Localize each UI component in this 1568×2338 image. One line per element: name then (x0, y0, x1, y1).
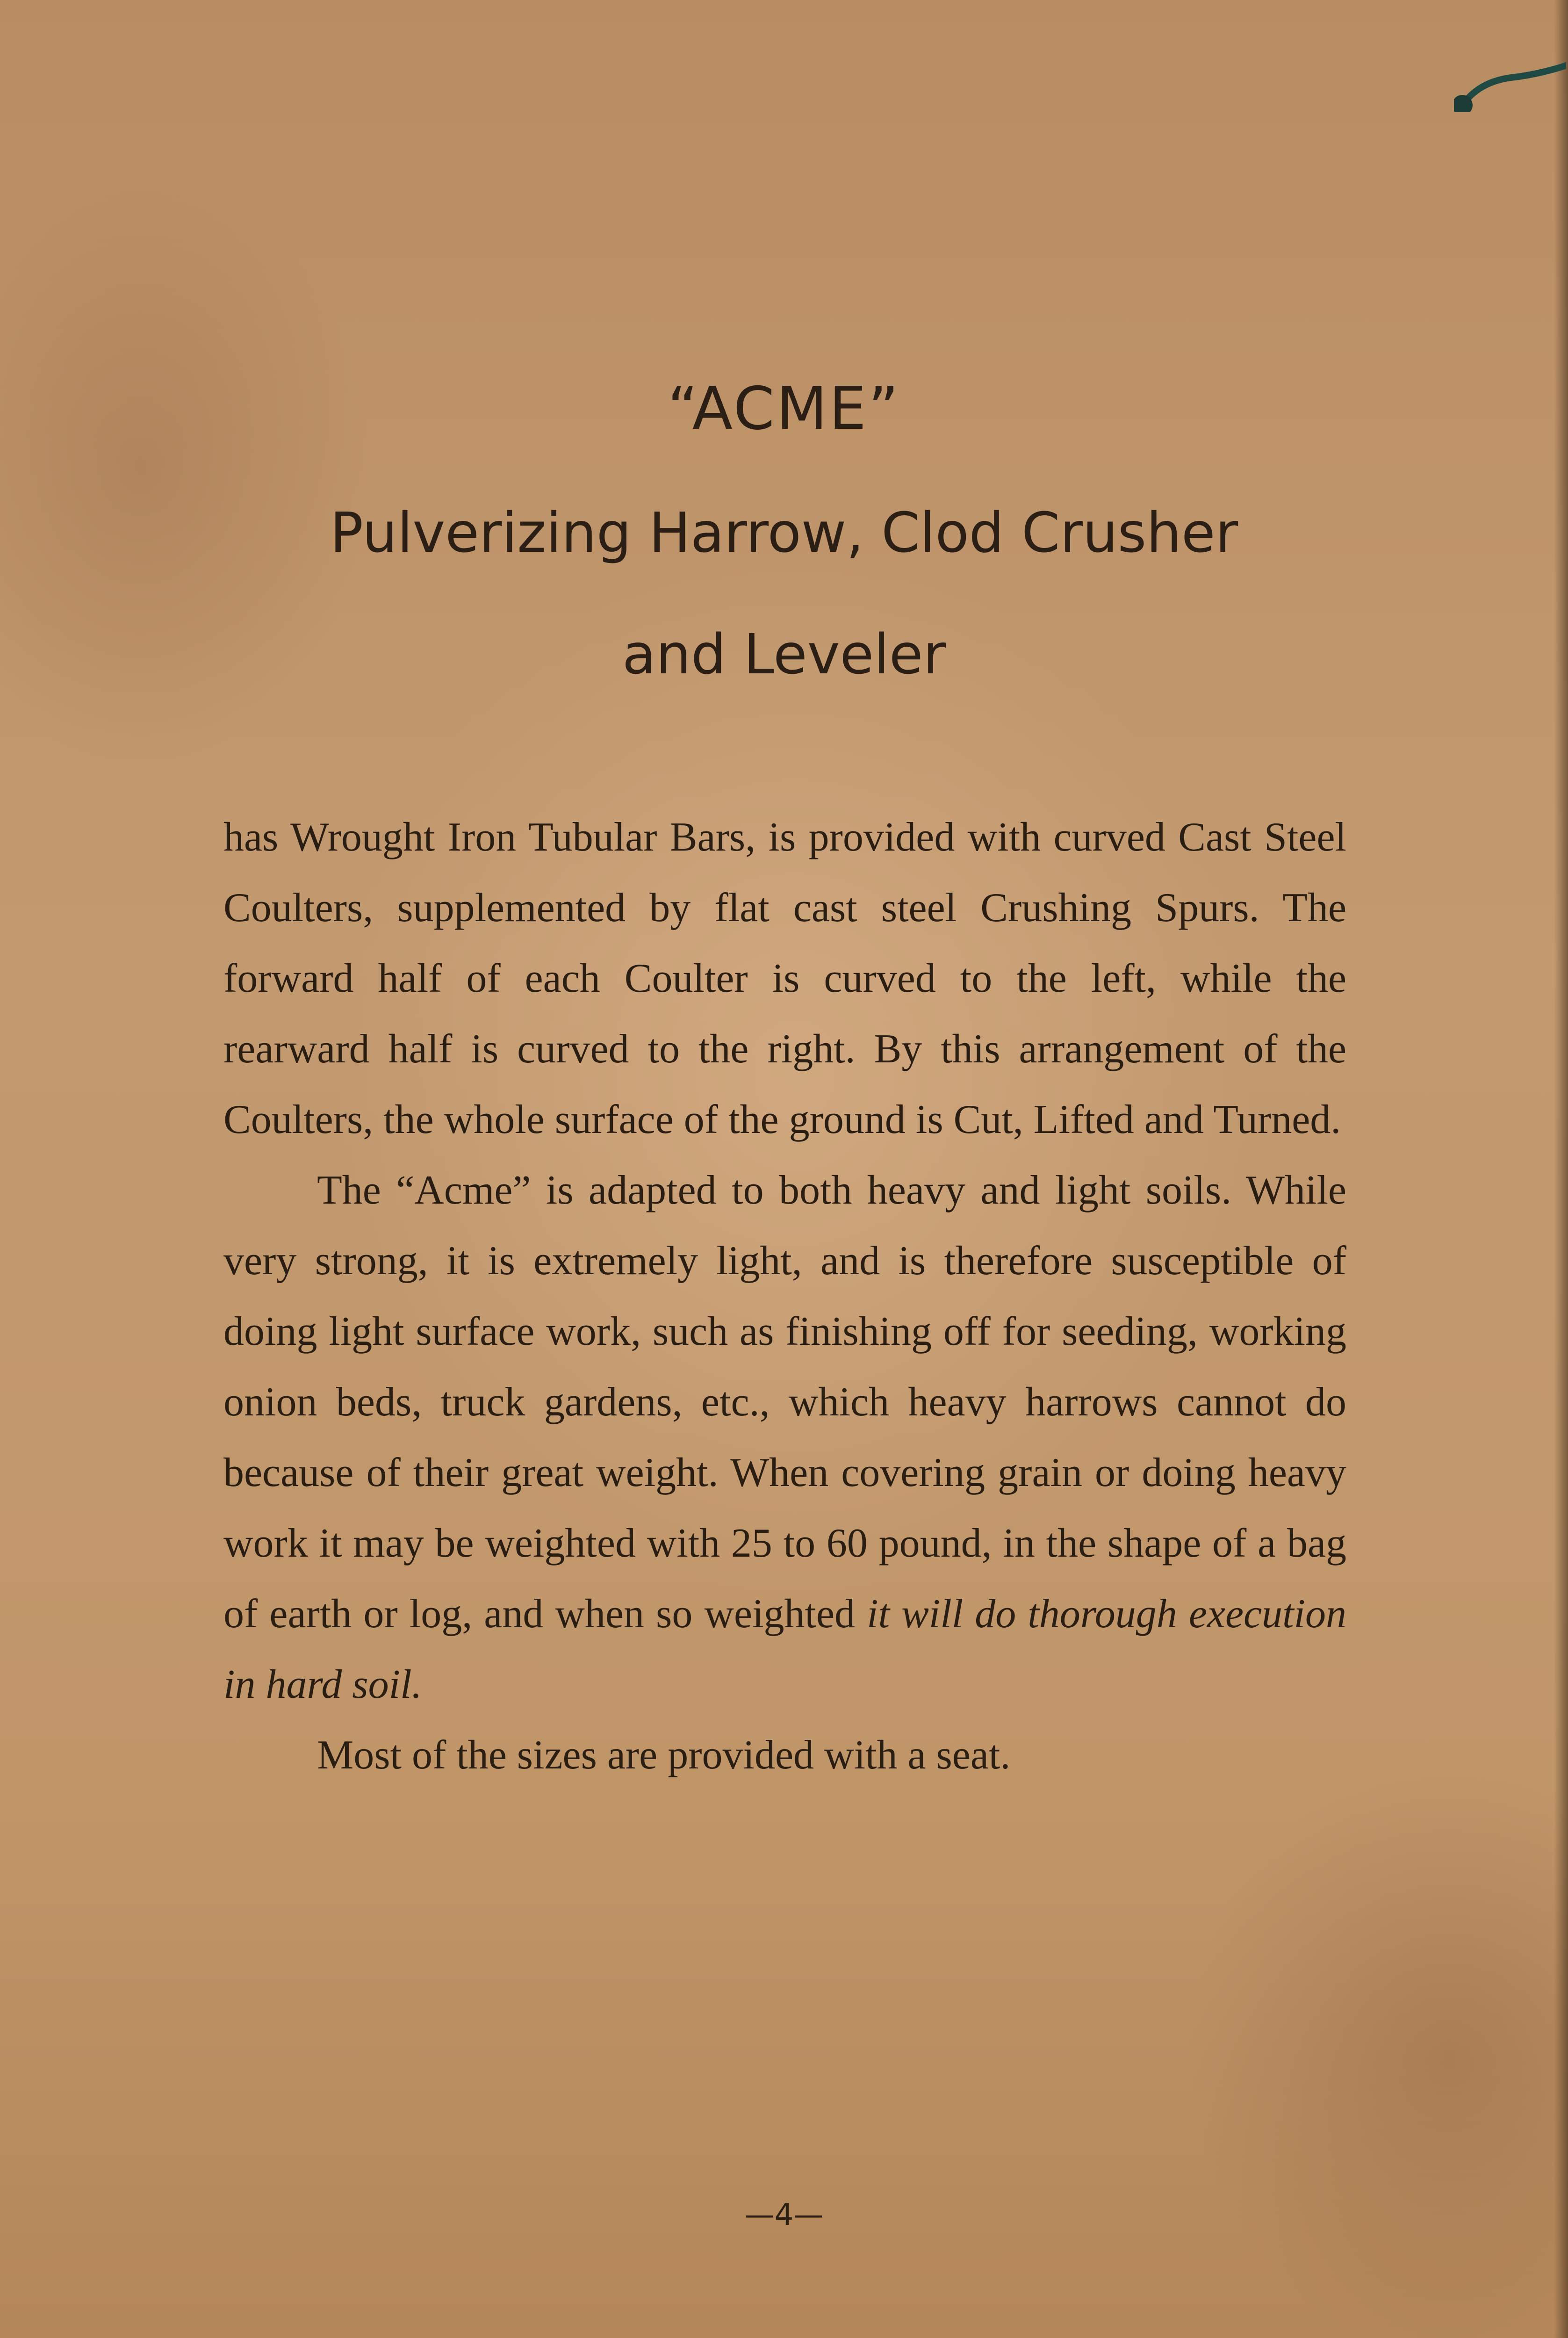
title-acme: “ACME” (667, 374, 901, 443)
page-edge-shadow (1554, 0, 1568, 2338)
paragraph-adaptation-text: The “Acme” is adapted to both heavy and light soils. While very strong, it is extremely light, and is therefore susceptible of doing light surface work, such as finishing off for seeding, working onion beds, truck gardens, etc., which heavy harrows cannot do because of their great weight. When covering grain or doing heavy work it may be weighted with 25 to 60 pound, in the shape of a bag of earth or log, and when so weighted (223, 1168, 1346, 1637)
paragraph-adaptation (223, 1155, 1346, 1720)
page-number: —4— (744, 2198, 824, 2232)
body-text (223, 802, 1346, 1790)
title-product-name: Pulverizing Harrow, Clod Crusher (330, 500, 1238, 565)
paragraph-construction: has Wrought Iron Tubular Bars, is provided with curved Cast Steel Coulters, supplemented by flat cast steel Crushing Spurs. The forward half of each Coulter is curved to the left, while the rearward half is curved to the right. By this arrangement of the Coulters, the whole surface of the ground is Cut, Lifted and Turned. (223, 815, 1346, 1142)
binding-thread-icon (1454, 61, 1566, 112)
paragraph-seat: Most of the sizes are provided with a seat. (317, 1732, 1011, 1778)
paragraph-adaptation-emphasis: it will do thorough execution in hard soil. (223, 1591, 1346, 1707)
title-product-subtitle: and Leveler (622, 622, 946, 686)
